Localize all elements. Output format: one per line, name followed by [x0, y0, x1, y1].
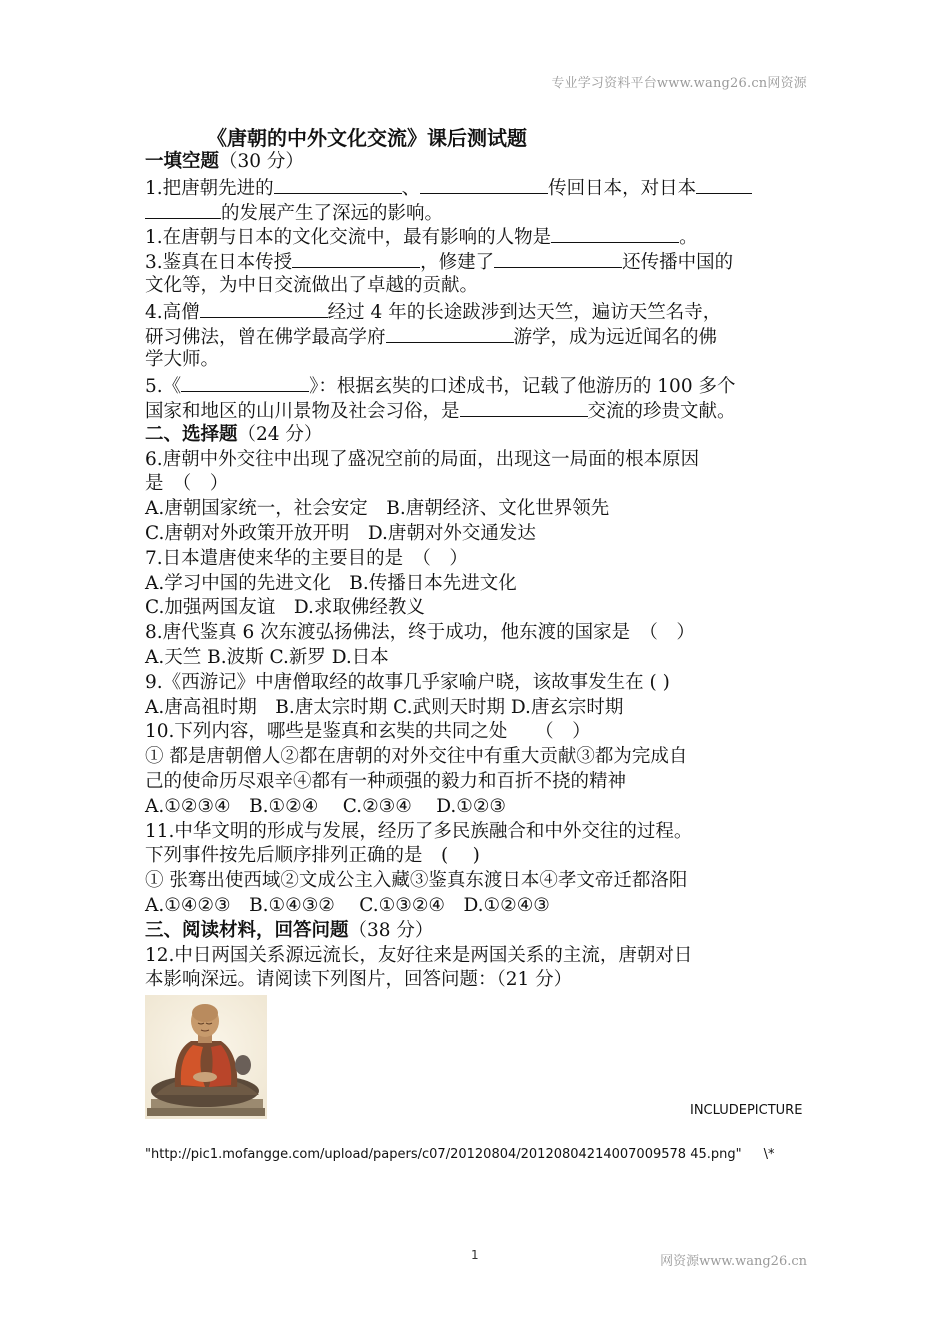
question-9-stem: 9.《西游记》中唐僧取经的故事几乎家喻户晓，该故事发生在 ( ) — [145, 671, 670, 693]
blank — [551, 224, 679, 243]
question-6-stem-1: 6.唐朝中外交往中出现了盛况空前的局面，出现这一局面的根本原因 — [145, 448, 700, 470]
question-1-line-1: 1.把唐朝先进的 、 传回日本，对日本 — [145, 175, 820, 200]
question-10-stem: 10.下列内容，哪些是鉴真和玄奘的共同之处 （ ） — [145, 721, 591, 743]
question-7-options-1: A.学习中国的先进文化 B.传播日本先进文化 — [145, 572, 517, 594]
question-10-line-2: 己的使命历尽艰辛④都有一种顽强的毅力和百折不挠的精神 — [145, 770, 627, 792]
document-body — [145, 126, 820, 993]
question-8-options: A.天竺 B.波斯 C.新罗 D.日本 — [145, 646, 389, 668]
question-6-stem-2: 是 （ ） — [145, 473, 229, 495]
question-12-line-2: 本影响深远。请阅读下列图片，回答问题：（21 分） — [145, 969, 573, 991]
blank — [460, 398, 588, 417]
question-12-line-1: 12.中日两国关系源远流长，友好往来是两国关系的主流，唐朝对日 — [145, 944, 693, 966]
question-7-stem: 7.日本遣唐使来华的主要目的是 （ ） — [145, 547, 468, 569]
question-11-options: A.①④②③ B.①④③② C.①③②④ D.①②④③ — [145, 894, 550, 916]
blank — [494, 249, 622, 268]
blank — [181, 373, 309, 392]
section-choice-heading: 二、选择题（24 分） — [145, 423, 323, 445]
footer-watermark: 网资源www.wang26.cn — [660, 1254, 807, 1269]
blank — [145, 200, 221, 219]
blank — [386, 324, 514, 343]
question-4-line-3: 学大师。 — [145, 349, 220, 371]
question-5-line-2: 国家和地区的山川景物及社会习俗，是 交流的珍贵文献。 — [145, 398, 820, 423]
page-number: 1 — [471, 1248, 479, 1262]
image-url-field: "http://pic1.mofangge.com/upload/papers/c07/20120804/20120804214007009578 45.png" \* — [145, 1147, 775, 1162]
blank — [292, 249, 420, 268]
question-2: 1.在唐朝与日本的文化交流中，最有影响的人物是 。 — [145, 224, 820, 249]
question-10-options: A.①②③④ B.①②④ C.②③④ D.①②③ — [145, 795, 507, 817]
question-6-options-2: C.唐朝对外政策开放开明 D.唐朝对外交通发达 — [145, 522, 536, 544]
monk-statue-image — [145, 995, 267, 1119]
blank — [274, 175, 402, 194]
question-10-line-1: ① 都是唐朝僧人②都在唐朝的对外交往中有重大贡献③都为完成自 — [145, 746, 688, 768]
blank — [420, 175, 548, 194]
question-1-line-2: 的发展产生了深远的影响。 — [145, 200, 820, 225]
question-8-stem: 8.唐代鉴真 6 次东渡弘扬佛法，终于成功，他东渡的国家是 （ ） — [145, 622, 695, 644]
question-11-line-3: ① 张骞出使西域②文成公主入藏③鉴真东渡日本④孝文帝迁都洛阳 — [145, 870, 688, 892]
section-fill-blank-heading: 一填空题（30 分） — [145, 151, 304, 172]
blank — [696, 175, 752, 194]
question-9-options: A.唐高祖时期 B.唐太宗时期 C.武则天时期 D.唐玄宗时期 — [145, 696, 624, 718]
question-11-line-1: 11.中华文明的形成与发展，经历了多民族融合和中外交往的过程。 — [145, 820, 693, 842]
blank — [200, 299, 328, 318]
page-title: 《唐朝的中外文化交流》课后测试题 — [207, 126, 527, 150]
question-3-line-1: 3.鉴真在日本传授 ，修建了 还传播中国的 — [145, 249, 820, 274]
question-7-options-2: C.加强两国友谊 D.求取佛经教义 — [145, 597, 425, 619]
question-4-line-2: 研习佛法，曾在佛学最高学府 游学，成为远近闻名的佛 — [145, 324, 820, 349]
question-4-line-1: 4.高僧 经过 4 年的长途跋涉到达天竺，遍访天竺名寺， — [145, 299, 820, 324]
question-5-line-1: 5.《 》：根据玄奘的口述成书，记载了他游历的 100 多个 — [145, 373, 820, 398]
question-6-options-1: A.唐朝国家统一，社会安定 B.唐朝经济、文化世界领先 — [145, 498, 610, 520]
header-watermark: 专业学习资料平台www.wang26.cn网资源 — [551, 76, 807, 91]
question-11-line-2: 下列事件按先后顺序排列正确的是 ( ) — [145, 845, 480, 867]
question-3-line-2: 文化等，为中日交流做出了卓越的贡献。 — [145, 274, 479, 296]
include-picture-field: INCLUDEPICTURE — [690, 1103, 803, 1118]
section-reading-heading: 三、阅读材料，回答问题（38 分） — [145, 919, 434, 941]
